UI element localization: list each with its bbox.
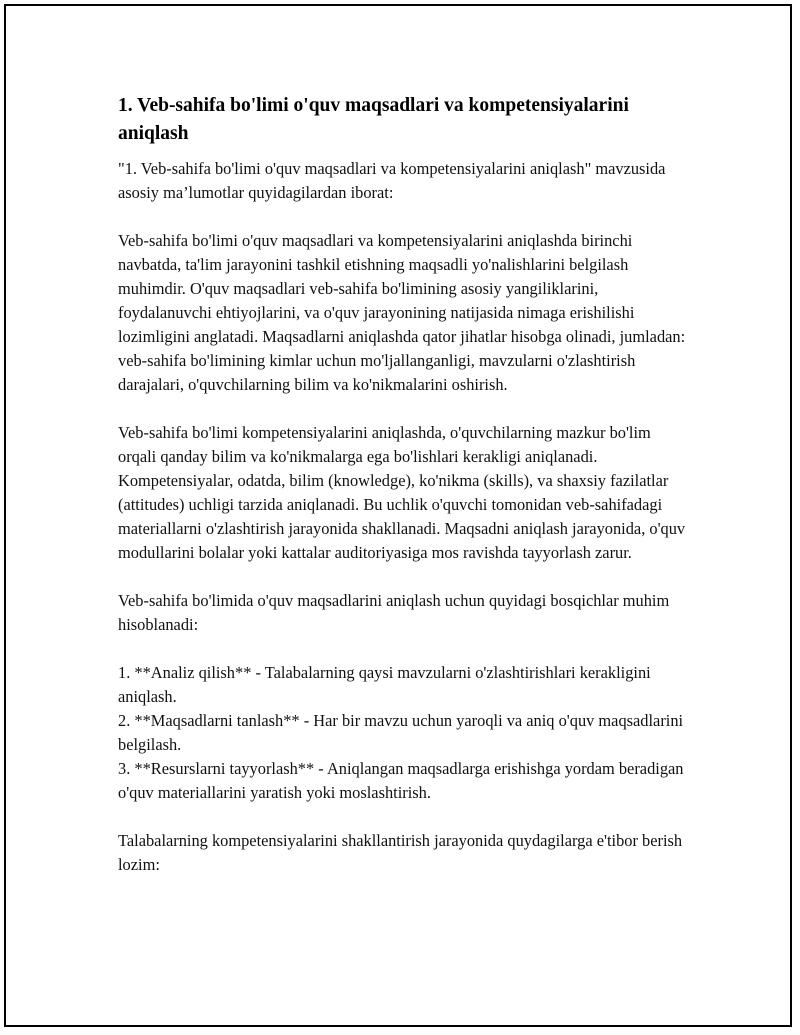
list-item: 3. **Resurslarni tayyorlash** - Aniqlangan maqsadlarga erishishga yordam beradigan o'quv materiallarini yaratish yoki moslashtirish. [118,759,684,802]
goals-paragraph: Veb-sahifa bo'limi o'quv maqsadlari va kompetensiyalarini aniqlashda birinchi navbatda, ta'lim jarayonini tashkil etishning maqsadli yo'nalishlarini belgilash muhimdir. O'quv maqsadlari veb-sahifa bo'limining asosiy yangiliklarini, foydalanuvchi ehtiyojlarini, va o'quv jarayonining natijasida nimaga erishilishi lozimligini anglatadi. Maqsadlarni aniqlashda qator jihatlar hisobga olinadi, jumladan: veb-sahifa bo'limining kimlar uchun mo'ljallanganligi, mavzularni o'zlashtirish darajalari, o'quvchilarning bilim va ko'nikmalarini oshirish. [118,231,686,394]
competencies-paragraph: Veb-sahifa bo'limi kompetensiyalarini aniqlashda, o'quvchilarning mazkur bo'lim orqali qanday bilim va ko'nikmalarga ega bo'lishlari kerakligi aniqlanadi. Kompetensiyalar, odatda, bilim (knowledge), ko'nikma (skills), va shaxsiy fazilatlar (attitudes) uchligi tarzida aniqlanadi. Bu uchlik o'quvchi tomonidan veb-sahifadagi materiallarni o'zlashtirish jarayonida shakllanadi. Maqsadni aniqlash jarayonida, o'quv modullarini bolalar yoki kattalar auditoriyasiga mos ravishda tayyorlash zarur. [118,423,686,562]
stages-intro-paragraph: Veb-sahifa bo'limida o'quv maqsadlarini aniqlash uchun quyidagi bosqichlar muhim hisoblanadi: [118,591,670,634]
closing-paragraph: Talabalarning kompetensiyalarini shakllantirish jarayonida quydagilarga e'tibor berish lozim: [118,831,683,874]
list-item: 2. **Maqsadlarni tanlash** - Har bir mavzu uchun yaroqli va aniq o'quv maqsadlarini belgilash. [118,711,684,754]
document-title: 1. Veb-sahifa bo'limi o'quv maqsadlari va kompetensiyalarini aniqlash [118,95,629,144]
list-item: 1. **Analiz qilish** - Talabalarning qaysi mavzularni o'zlashtirishlari kerakligini aniqlash. [118,663,651,706]
stages-list [118,661,693,805]
document-body [118,92,693,901]
intro-paragraph: "1. Veb-sahifa bo'limi o'quv maqsadlari va kompetensiyalarini aniqlash" mavzusida asosiy ma’lumotlar quyidagilardan iborat: [118,159,666,202]
